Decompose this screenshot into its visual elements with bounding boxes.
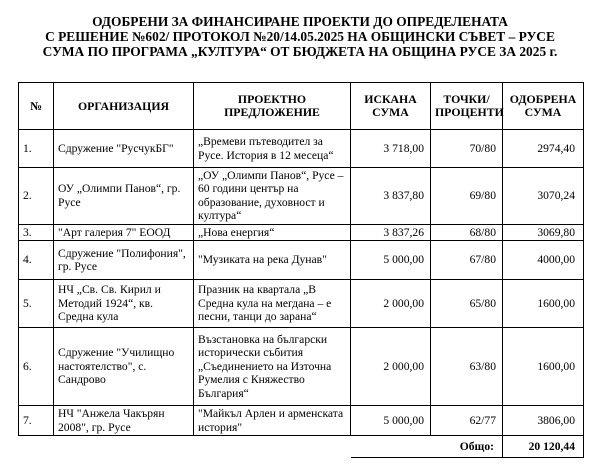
cell-organization: НЧ "Анжела Чакърян 2008", гр. Русе [54,406,194,436]
header-number: № [19,83,54,130]
cell-points: 62/77 [431,406,503,436]
cell-requested: 5 000,00 [351,241,431,280]
table-header-row [19,83,584,130]
table-row [19,168,584,225]
cell-points: 70/80 [431,130,503,168]
table-row [19,328,584,406]
header-approved: ОДОБРЕНА СУМА [503,83,584,130]
cell-number: 2. [19,168,54,225]
cell-organization: ОУ „Олимпи Панов“, гр. Русе [54,168,194,225]
total-row [19,436,584,458]
header-project: ПРОЕКТНО ПРЕДЛОЖЕНИЕ [194,83,351,130]
cell-approved: 1600,00 [503,328,584,406]
cell-approved: 3070,24 [503,168,584,225]
total-value: 20 120,44 [503,436,584,458]
cell-points: 67/80 [431,241,503,280]
cell-organization: "Арт галерия 7" ЕООД [54,224,194,240]
cell-requested: 2 000,00 [351,280,431,328]
cell-number: 1. [19,130,54,168]
cell-points: 65/80 [431,280,503,328]
table-row [19,406,584,436]
cell-approved: 4000,00 [503,241,584,280]
header-points: ТОЧКИ/ ПРОЦЕНТИ [431,83,503,130]
cell-organization: НЧ „Св. Св. Кирил и Методий 1924“, кв. Средна кула [54,280,194,328]
table-row [19,130,584,168]
cell-organization: Сдружение "Полифония", гр. Русе [54,241,194,280]
cell-number: 7. [19,406,54,436]
title-line-1: ОДОБРЕНИ ЗА ФИНАНСИРАНЕ ПРОЕКТИ ДО ОПРЕДЕЛЕНАТА [92,14,508,29]
cell-points: 68/80 [431,224,503,240]
cell-project: "Музиката на река Дунав" [194,241,351,280]
cell-approved: 3069,80 [503,224,584,240]
cell-points: 63/80 [431,328,503,406]
cell-requested: 2 000,00 [351,328,431,406]
cell-project: „Времеви пътеводител за Русе. История в 12 месеца“ [194,130,351,168]
cell-number: 4. [19,241,54,280]
table-row [19,224,584,240]
document-title [0,14,600,59]
header-requested: ИСКАНА СУМА [351,83,431,130]
table-row [19,241,584,280]
cell-organization: Сдружение "Училищно настоятелство", с. Сандрово [54,328,194,406]
title-line-2: С РЕШЕНИЕ №602/ ПРОТОКОЛ №20/14.05.2025 НА ОБЩИНСКИ СЪВЕТ – РУСЕ [45,29,555,44]
cell-requested: 3 837,26 [351,224,431,240]
cell-requested: 3 837,80 [351,168,431,225]
header-organization: ОРГАНИЗАЦИЯ [54,83,194,130]
cell-number: 6. [19,328,54,406]
cell-approved: 1600,00 [503,280,584,328]
cell-project: "Майкъл Арлен и арменската история" [194,406,351,436]
total-label: Общо: [351,436,503,458]
cell-requested: 5 000,00 [351,406,431,436]
cell-project: Празник на квартала „В Средна кула на мегдана – е песни, танци до зарана“ [194,280,351,328]
cell-organization: Сдружение "РусчукБГ" [54,130,194,168]
cell-project: „Нова енергия“ [194,224,351,240]
cell-requested: 3 718,00 [351,130,431,168]
cell-points: 69/80 [431,168,503,225]
cell-project: „ОУ „Олимпи Панов“, Русе – 60 години център на образование, духовност и култура“ [194,168,351,225]
cell-project: Възстановка на български исторически събития „Съединението на Източна Румелия с Княжество България“ [194,328,351,406]
title-line-3: СУМА ПО ПРОГРАМА „КУЛТУРА“ ОТ БЮДЖЕТА НА ОБЩИНА РУСЕ ЗА 2025 г. [42,44,558,59]
cell-number: 5. [19,280,54,328]
cell-approved: 2974,40 [503,130,584,168]
table-row [19,280,584,328]
cell-number: 3. [19,224,54,240]
cell-approved: 3806,00 [503,406,584,436]
projects-table [18,82,584,458]
